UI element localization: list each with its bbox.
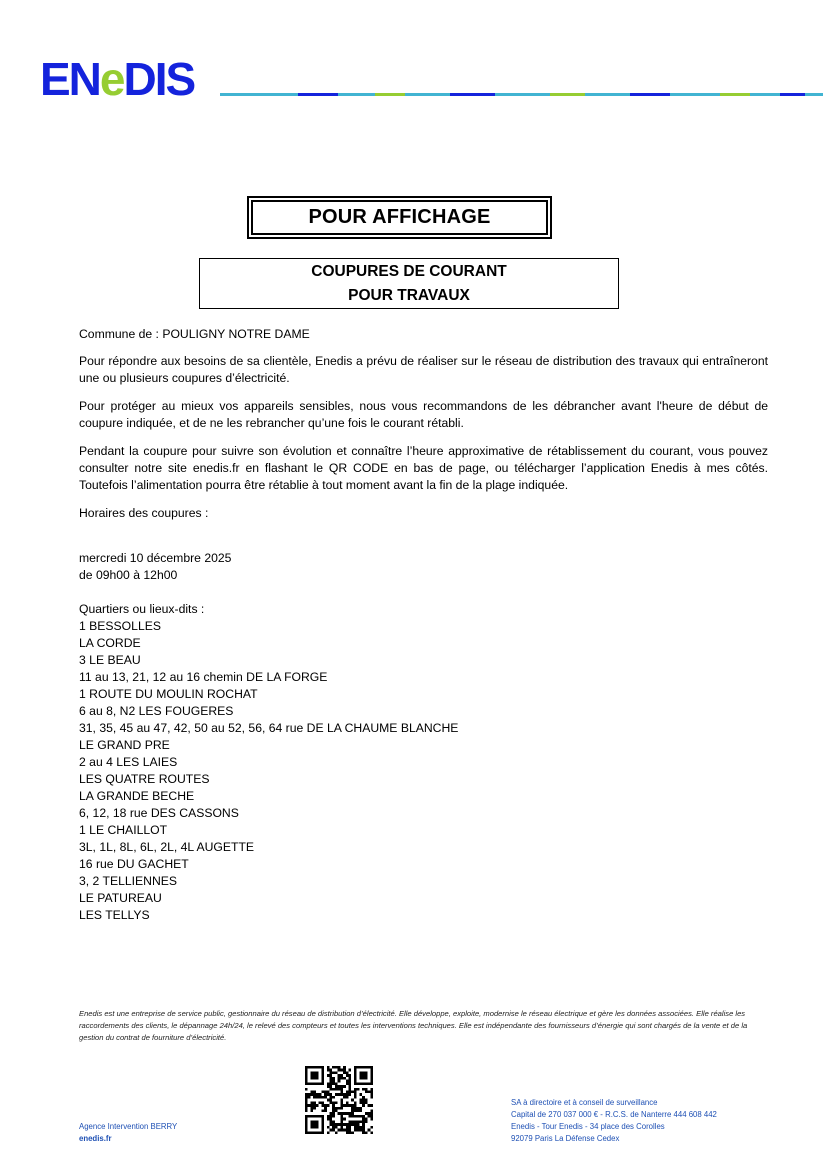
list-item: 3 LE BEAU bbox=[79, 653, 141, 667]
list-item: 3, 2 TELLIENNES bbox=[79, 874, 177, 888]
legal-info bbox=[511, 1097, 717, 1145]
legal-line: 92079 Paris La Défense Cedex bbox=[511, 1134, 620, 1143]
legal-line: SA à directoire et à conseil de surveillance bbox=[511, 1098, 658, 1107]
qr-code-icon[interactable] bbox=[305, 1066, 373, 1134]
commune-label: Commune de : POULIGNY NOTRE DAME bbox=[79, 327, 310, 341]
notice-label: POUR AFFICHAGE bbox=[251, 200, 548, 235]
paragraph-2: Pour protéger au mieux vos appareils sensibles, nous vous recommandons de les débrancher avant l'heure de début de coupure indiquée, et de ne les rebrancher qu’une fois le courant rétabli. bbox=[79, 399, 768, 430]
list-item: 6 au 8, N2 LES FOUGERES bbox=[79, 704, 234, 718]
places-label: Quartiers ou lieux-dits : bbox=[79, 602, 205, 616]
website-link[interactable]: enedis.fr bbox=[79, 1134, 112, 1143]
list-item: 2 au 4 LES LAIES bbox=[79, 755, 178, 769]
header-divider bbox=[220, 93, 823, 96]
paragraph-3: Pendant la coupure pour suivre son évolution et connaître l’heure approximative de rétablissement du courant, vous pouvez consulter notre site enedis.fr en flashant le QR CODE en bas de page, ou télécharger l’application Enedis à mes côtés. Toutefois l’alimentation pourra être rétablie à tout moment avant la fin de la plage indiquée. bbox=[79, 444, 768, 492]
agency-name: Agence Intervention BERRY bbox=[79, 1122, 178, 1131]
list-item: 1 ROUTE DU MOULIN ROCHAT bbox=[79, 687, 258, 701]
schedule-label: Horaires des coupures : bbox=[79, 506, 209, 520]
list-item: 1 BESSOLLES bbox=[79, 619, 161, 633]
list-item: LE PATUREAU bbox=[79, 891, 162, 905]
places-list bbox=[79, 601, 768, 924]
legal-line: Capital de 270 037 000 € - R.C.S. de Nanterre 444 608 442 bbox=[511, 1110, 717, 1119]
list-item: 3L, 1L, 8L, 6L, 2L, 4L AUGETTE bbox=[79, 840, 255, 854]
paragraph-1: Pour répondre aux besoins de sa clientèle, Enedis a prévu de réaliser sur le réseau de distribution des travaux qui entraîneront une ou plusieurs coupures d’électricité. bbox=[79, 354, 768, 385]
schedule bbox=[79, 550, 768, 584]
list-item: 31, 35, 45 au 47, 42, 50 au 52, 56, 64 rue DE LA CHAUME BLANCHE bbox=[79, 721, 459, 735]
schedule-time: de 09h00 à 12h00 bbox=[79, 568, 178, 582]
list-item: LA GRANDE BECHE bbox=[79, 789, 195, 803]
list-item: 11 au 13, 21, 12 au 16 chemin DE LA FORGE bbox=[79, 670, 328, 684]
list-item: LES QUATRE ROUTES bbox=[79, 772, 210, 786]
schedule-date: mercredi 10 décembre 2025 bbox=[79, 551, 232, 565]
list-item: LES TELLYS bbox=[79, 908, 150, 922]
page-title bbox=[199, 258, 619, 309]
list-item: 6, 12, 18 rue DES CASSONS bbox=[79, 806, 239, 820]
title-line-2: POUR TRAVAUX bbox=[348, 286, 470, 304]
title-line-1: COUPURES DE COURANT bbox=[311, 262, 507, 280]
list-item: LE GRAND PRE bbox=[79, 738, 170, 752]
legal-line: Enedis - Tour Enedis - 34 place des Corolles bbox=[511, 1122, 665, 1131]
notice-body bbox=[79, 326, 768, 924]
notice-label-box bbox=[247, 196, 552, 239]
footer-note: Enedis est une entreprise de service public, gestionnaire du réseau de distribution d’électricité. Elle développe, exploite, modernise le réseau électrique et gère les données associées. Elle réalise les raccordements des clients, le dépannage 24h/24, le relevé des compteurs et toutes les interventions techniques. Elle est indépendante des fournisseurs d’énergie qui sont chargés de la vente et de la gestion du contrat de fourniture d’électricité. bbox=[79, 1009, 748, 1042]
svg-text:ENeDIS: ENeDIS bbox=[40, 57, 195, 99]
list-item: LA CORDE bbox=[79, 636, 141, 650]
list-item: 1 LE CHAILLOT bbox=[79, 823, 168, 837]
agency-info bbox=[79, 1121, 177, 1145]
enedis-logo bbox=[40, 57, 215, 99]
list-item: 16 rue DU GACHET bbox=[79, 857, 189, 871]
